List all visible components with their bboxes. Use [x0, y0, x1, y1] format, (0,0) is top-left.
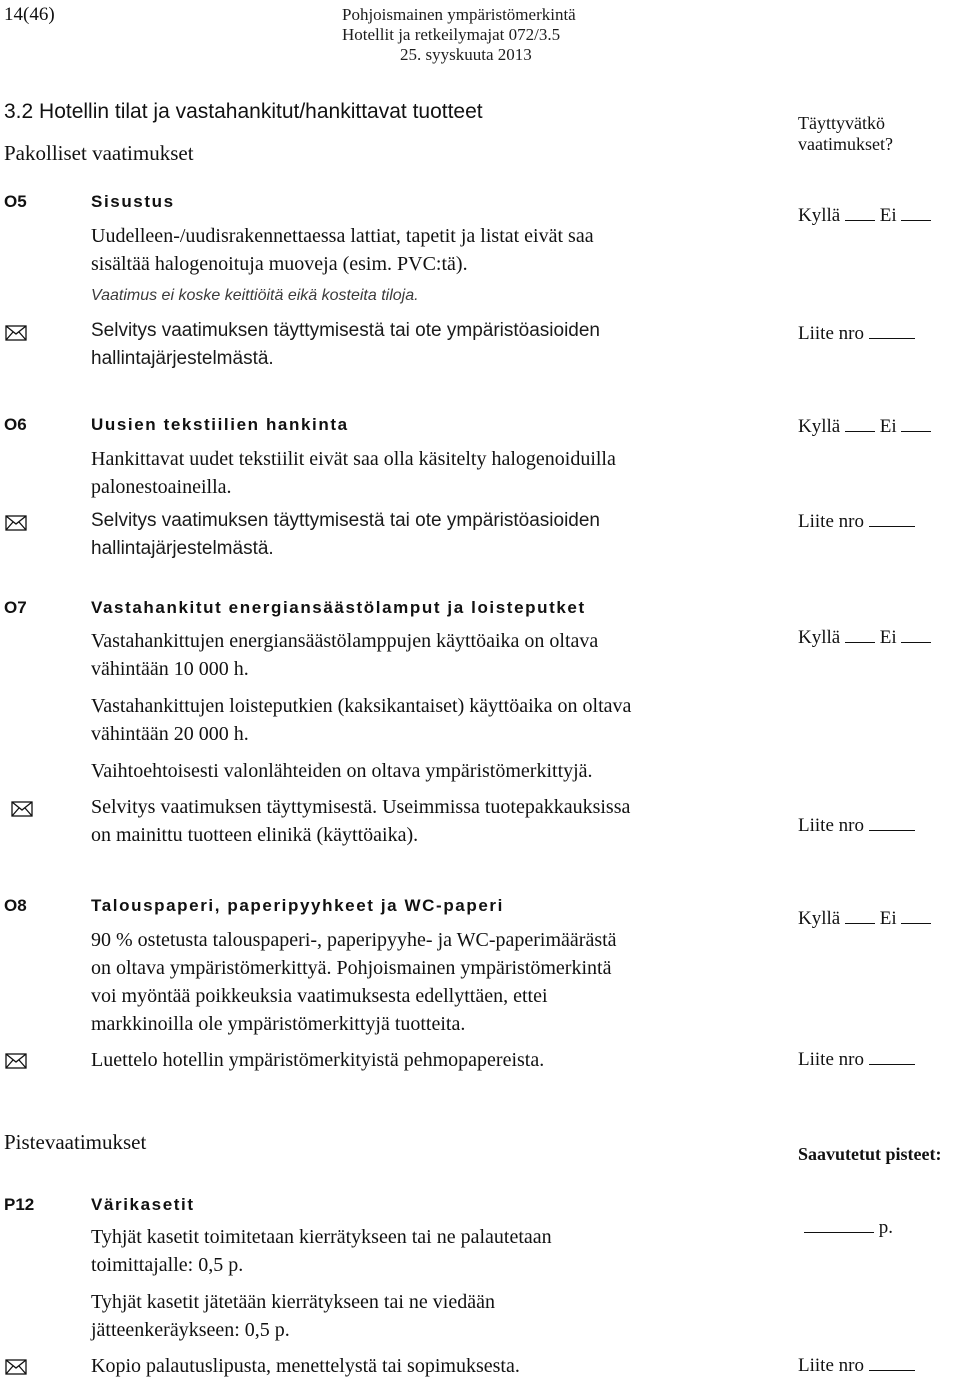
attachment-field	[798, 1353, 915, 1379]
requirement-text: Hankittavat uudet tekstiilit eivät saa olla käsitelty halogenoiduilla	[91, 448, 616, 470]
requirement-title: Talouspaperi, paperipyyhkeet ja WC-paperi	[91, 896, 504, 915]
no-label: Ei	[879, 908, 897, 929]
requirement-text: Vastahankittujen energiansäästölamppujen käyttöaika on oltava	[91, 630, 599, 652]
yes-label: Kyllä	[798, 416, 841, 437]
attachment-label: Liite nro	[798, 323, 864, 344]
requirement-code: O7	[4, 598, 27, 617]
fulfilled-header-line2: vaatimukset?	[798, 134, 893, 154]
attachment-blank[interactable]	[869, 1355, 915, 1371]
section-subtitle: Pakolliset vaatimukset	[4, 141, 194, 165]
requirement-title: Uusien tekstiilien hankinta	[91, 415, 349, 434]
points-unit: p.	[878, 1217, 893, 1238]
yes-no-field	[798, 203, 931, 229]
envelope-icon	[5, 514, 27, 532]
requirement-text: vähintään 10 000 h.	[91, 658, 249, 680]
attachment-label: Liite nro	[798, 1049, 864, 1070]
no-blank[interactable]	[901, 205, 931, 221]
yes-label: Kyllä	[798, 205, 841, 226]
evidence-text: Luettelo hotellin ympäristömerkityistä pehmopapereista.	[91, 1049, 545, 1071]
envelope-icon	[5, 324, 27, 342]
attachment-label: Liite nro	[798, 1355, 864, 1376]
requirement-text: Tyhjät kasetit toimitetaan kierrätykseen tai ne palautetaan	[91, 1226, 552, 1248]
no-blank[interactable]	[901, 908, 931, 924]
requirement-text: 90 % ostetusta talouspaperi-, paperipyyhe- ja WC-paperimäärästä	[91, 929, 617, 951]
requirement-text: Uudelleen-/uudisrakennettaessa lattiat, tapetit ja listat eivät saa	[91, 225, 594, 247]
evidence-text: Selvitys vaatimuksen täyttymisestä tai ote ympäristöasioiden	[91, 320, 600, 341]
evidence-text: Selvitys vaatimuksen täyttymisestä. Useimmissa tuotepakkauksissa	[91, 796, 631, 818]
requirement-text: vähintään 20 000 h.	[91, 723, 249, 745]
requirement-text: Vastahankittujen loisteputkien (kaksikantaiset) käyttöaika on oltava	[91, 695, 632, 717]
yes-no-field	[798, 906, 931, 932]
points-score-header: Saavutetut pisteet:	[798, 1144, 942, 1164]
evidence-text: hallintajärjestelmästä.	[91, 348, 274, 369]
envelope-icon	[11, 800, 33, 818]
envelope-icon	[5, 1358, 27, 1376]
requirement-note: Vaatimus ei koske keittiöitä eikä kosteita tiloja.	[91, 287, 419, 304]
requirement-text: Tyhjät kasetit jätetään kierrätykseen tai ne viedään	[91, 1291, 495, 1313]
requirement-code: O8	[4, 896, 27, 915]
evidence-text: Selvitys vaatimuksen täyttymisestä tai ote ympäristöasioiden	[91, 510, 600, 531]
requirement-text: palonestoaineilla.	[91, 476, 232, 498]
points-field	[804, 1215, 893, 1241]
fulfilled-header-line1: Täyttyvätkö	[798, 113, 885, 133]
requirement-title: Värikasetit	[91, 1195, 195, 1214]
attachment-label: Liite nro	[798, 511, 864, 532]
attachment-blank[interactable]	[869, 323, 915, 339]
header-doc-title: Hotellit ja retkeilymajat 072/3.5	[342, 25, 561, 44]
no-label: Ei	[879, 205, 897, 226]
requirement-text: sisältää halogenoituja muoveja (esim. PVC:tä).	[91, 253, 468, 275]
points-blank[interactable]	[804, 1217, 874, 1233]
evidence-text: on mainittu tuotteen elinikä (käyttöaika).	[91, 824, 419, 846]
yes-blank[interactable]	[845, 416, 875, 432]
requirement-code: O5	[4, 192, 27, 211]
section-title: 3.2 Hotellin tilat ja vastahankitut/hankittavat tuotteet	[4, 100, 483, 123]
requirement-text: markkinoilla ole ympäristömerkittyjä tuotteita.	[91, 1013, 466, 1035]
requirement-text: voi myöntää poikkeuksia vaatimuksesta edellyttäen, ettei	[91, 985, 548, 1007]
attachment-blank[interactable]	[869, 1049, 915, 1065]
yes-blank[interactable]	[845, 908, 875, 924]
attachment-blank[interactable]	[869, 511, 915, 527]
no-blank[interactable]	[901, 416, 931, 432]
requirement-title: Vastahankitut energiansäästölamput ja loisteputket	[91, 598, 586, 617]
envelope-icon	[5, 1052, 27, 1070]
attachment-field	[798, 1047, 915, 1073]
evidence-text: hallintajärjestelmästä.	[91, 538, 274, 559]
attachment-label: Liite nro	[798, 815, 864, 836]
header-date: 25. syyskuuta 2013	[400, 45, 532, 64]
evidence-text: Kopio palautuslipusta, menettelystä tai sopimuksesta.	[91, 1355, 520, 1377]
requirement-code: O6	[4, 415, 27, 434]
requirement-text: on oltava ympäristömerkittyä. Pohjoismainen ympäristömerkintä	[91, 957, 612, 979]
yes-blank[interactable]	[845, 627, 875, 643]
requirement-text: Vaihtoehtoisesti valonlähteiden on oltava ympäristömerkittyjä.	[91, 760, 593, 782]
no-label: Ei	[879, 416, 897, 437]
yes-no-field	[798, 414, 931, 440]
requirement-title: Sisustus	[91, 192, 175, 211]
attachment-field	[798, 321, 915, 347]
no-blank[interactable]	[901, 627, 931, 643]
points-section-title: Pistevaatimukset	[4, 1130, 147, 1154]
attachment-field	[798, 509, 915, 535]
header-org: Pohjoismainen ympäristömerkintä	[342, 5, 576, 24]
yes-label: Kyllä	[798, 627, 841, 648]
requirement-text: toimittajalle: 0,5 p.	[91, 1254, 244, 1276]
attachment-field	[798, 813, 915, 839]
no-label: Ei	[879, 627, 897, 648]
yes-no-field	[798, 625, 931, 651]
requirement-code: P12	[4, 1195, 35, 1214]
attachment-blank[interactable]	[869, 815, 915, 831]
page-number: 14(46)	[4, 4, 55, 25]
yes-label: Kyllä	[798, 908, 841, 929]
yes-blank[interactable]	[845, 205, 875, 221]
requirement-text: jätteenkeräykseen: 0,5 p.	[91, 1319, 290, 1341]
